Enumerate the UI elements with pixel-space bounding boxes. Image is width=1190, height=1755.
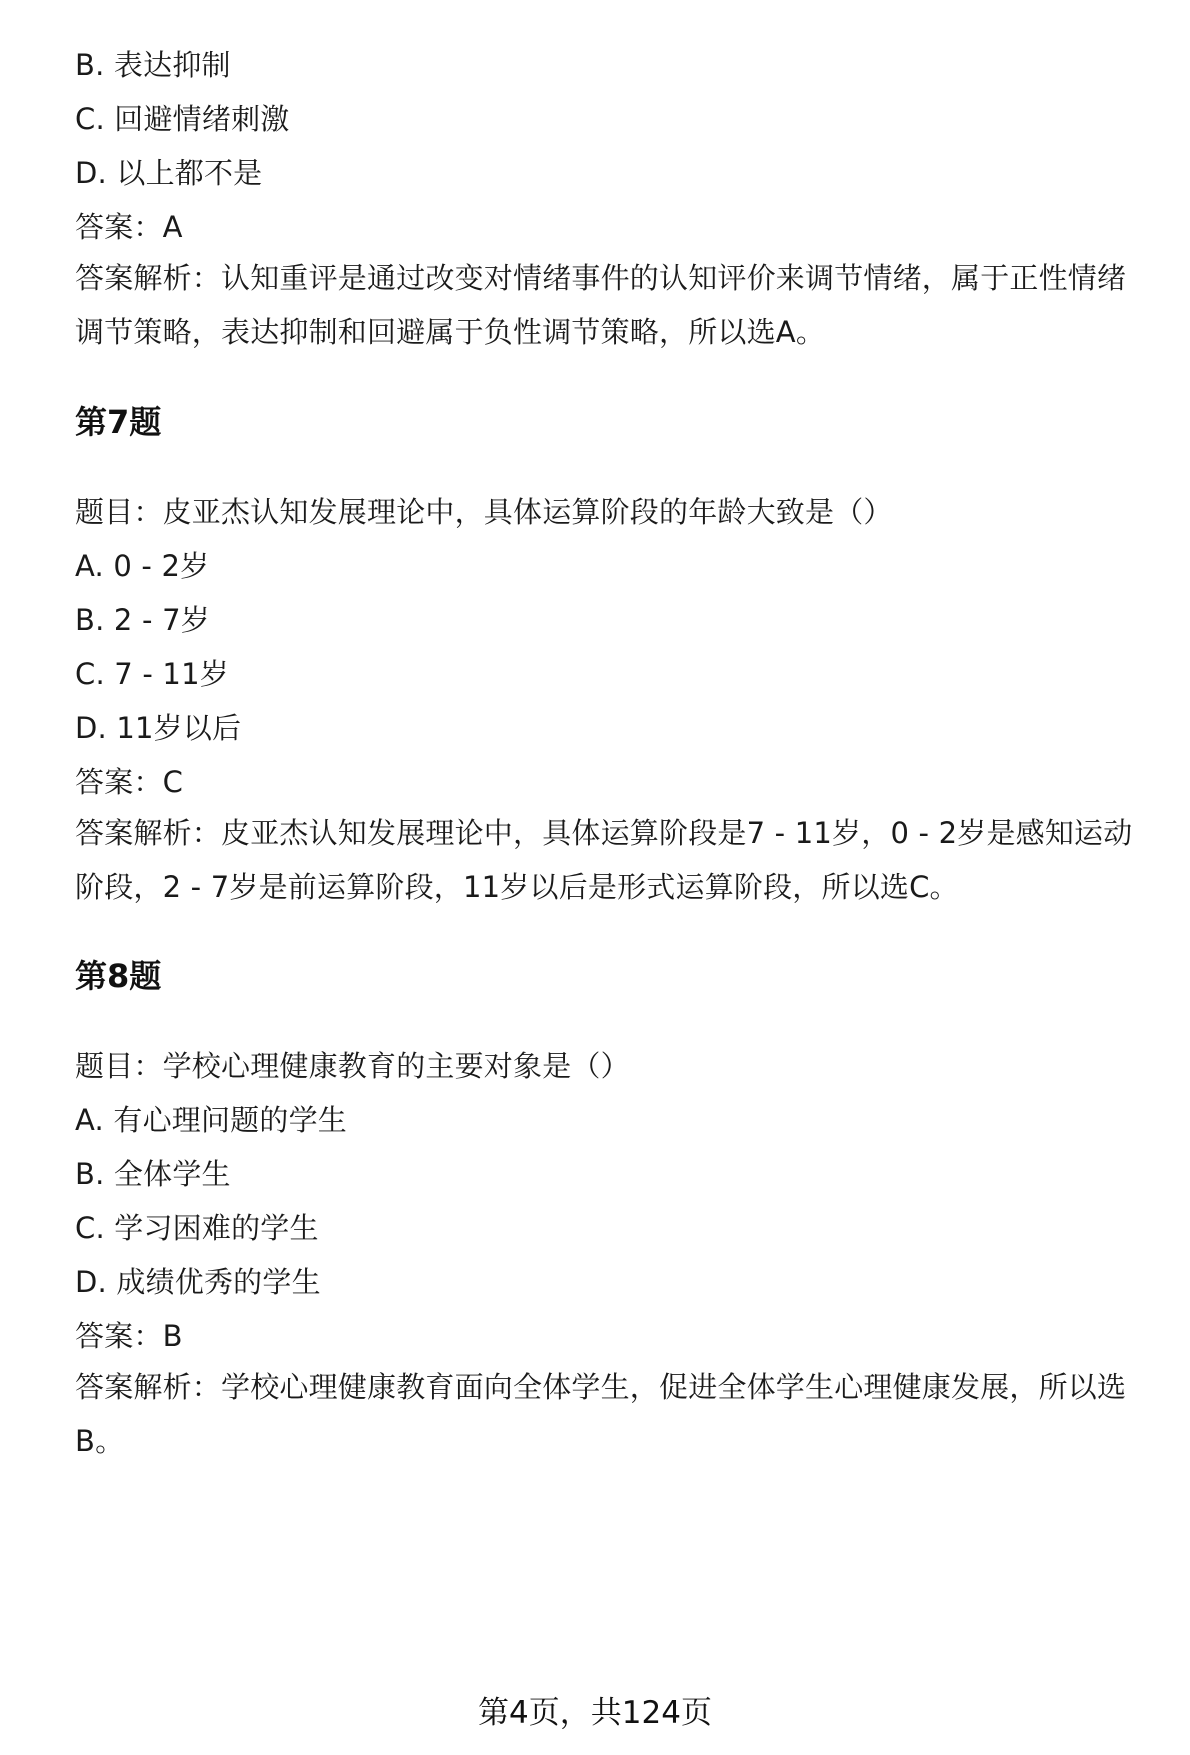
question-text: 题目：学校心理健康教育的主要对象是（） [75,1049,630,1083]
option-d: D. 11岁以后 [75,711,242,745]
answer: 答案：B [75,1319,183,1353]
question-7-block [75,482,1135,914]
explanation: 答案解析：学校心理健康教育面向全体学生，促进全体学生心理健康发展，所以选B。 [75,1370,1127,1458]
option-b: B. 表达抑制 [75,48,231,82]
option-c: C. 回避情绪刺激 [75,102,290,136]
option-b: B. 2 - 7岁 [75,603,210,637]
page-indicator: 第4页，共124页 [478,1695,712,1731]
option-c: C. 学习困难的学生 [75,1211,319,1245]
option-b: B. 全体学生 [75,1157,231,1191]
answer: 答案：C [75,765,184,799]
option-d: D. 以上都不是 [75,156,263,190]
option-a: A. 有心理问题的学生 [75,1103,347,1137]
prev-question-block [75,35,1135,359]
question-text: 题目：皮亚杰认知发展理论中，具体运算阶段的年龄大致是（） [75,495,893,529]
explanation: 答案解析：皮亚杰认知发展理论中，具体运算阶段是7 - 11岁，0 - 2岁是感知运动阶段，2 - 7岁是前运算阶段，11岁以后是形式运算阶段，所以选C。 [75,816,1133,904]
question-7-heading: 第7题 [75,403,162,441]
option-d: D. 成绩优秀的学生 [75,1265,321,1299]
option-a: A. 0 - 2岁 [75,549,210,583]
option-c: C. 7 - 11岁 [75,657,229,691]
question-8-heading: 第8题 [75,957,162,995]
answer: 答案：A [75,210,183,244]
explanation: 答案解析：认知重评是通过改变对情绪事件的认知评价来调节情绪，属于正性情绪调节策略，表达抑制和回避属于负性调节策略，所以选A。 [75,261,1127,349]
question-8-block [75,1036,1135,1468]
